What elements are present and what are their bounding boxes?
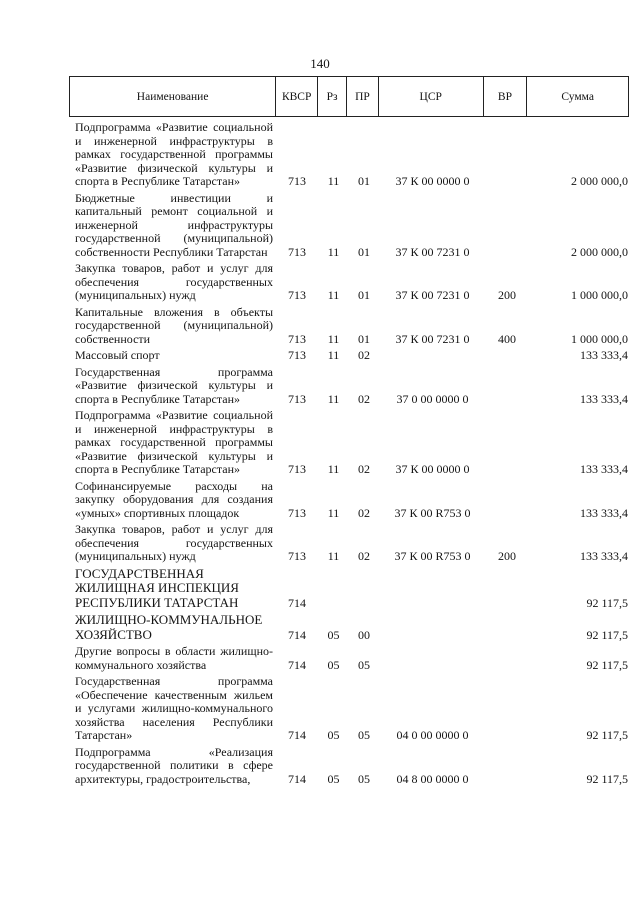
table-row (0, 675, 640, 743)
row-kvsr: 713 (288, 348, 306, 362)
row-pr: 01 (358, 288, 370, 302)
table-row (0, 567, 640, 611)
row-rz: 11 (327, 549, 340, 563)
row-pr: 01 (358, 244, 370, 259)
row-name: ГОСУДАРСТВЕННАЯ ЖИЛИЩНАЯ ИНСПЕКЦИЯ РЕСПУБЛИКИ ТАТАРСТАН (75, 565, 239, 610)
row-name: Капитальные вложения в объекты государственной (муниципальной) собственности (75, 304, 273, 346)
table-row (0, 523, 640, 564)
table-row (0, 121, 640, 189)
table-row (0, 746, 640, 787)
row-csr: 37 К 00 R753 0 (394, 549, 471, 563)
row-kvsr: 714 (288, 627, 306, 642)
row-rz: 11 (327, 331, 340, 346)
row-pr: 02 (358, 348, 370, 362)
row-name: Государственная программа «Обеспечение качественным жильем и услугами жилищно-коммунального хозяйства населения Республики Татарстан» (75, 674, 273, 742)
row-sum: 2 000 000,0 (571, 174, 628, 188)
row-kvsr: 714 (288, 728, 306, 742)
row-kvsr: 713 (288, 391, 306, 406)
row-rz: 05 (327, 728, 340, 742)
row-vr: 200 (498, 549, 516, 563)
row-pr: 02 (358, 549, 370, 563)
header-pr: ПР (347, 77, 379, 116)
row-rz: 11 (327, 462, 340, 476)
table-row (0, 480, 640, 521)
row-csr: 37 К 00 7231 0 (395, 331, 470, 346)
header-csr: ЦСР (379, 77, 484, 116)
table-row (0, 349, 640, 363)
row-kvsr: 714 (288, 595, 306, 610)
row-sum: 1 000 000,0 (571, 288, 628, 302)
row-sum: 1 000 000,0 (571, 331, 628, 346)
header-sum: Сумма (561, 90, 594, 103)
page-number: 140 (310, 56, 330, 71)
row-rz: 11 (327, 391, 340, 406)
row-pr: 02 (358, 391, 370, 406)
table-row (0, 409, 640, 477)
table-body (0, 121, 640, 789)
row-csr: 04 8 00 0000 0 (396, 771, 469, 786)
row-sum: 133 333,4 (580, 391, 628, 406)
row-name: Закупка товаров, работ и услуг для обеспечения государственных (муниципальных) нужд (75, 522, 273, 563)
table-row (0, 645, 640, 672)
row-name: ЖИЛИЩНО-КОММУНАЛЬНОЕ ХОЗЯЙСТВО (75, 612, 263, 642)
header-kvsr: КВСР (276, 77, 318, 116)
row-sum: 2 000 000,0 (571, 244, 628, 259)
row-pr: 01 (358, 174, 370, 188)
row-pr: 05 (358, 728, 370, 742)
row-csr: 37 К 00 7231 0 (395, 244, 470, 259)
row-name: Подпрограмма «Развитие социальной и инженерной инфраструктуры в рамках государственной программы «Развитие физической культуры и спорта в Республике Татарстан» (75, 120, 273, 188)
row-kvsr: 713 (288, 331, 306, 346)
row-pr: 02 (358, 505, 370, 520)
row-rz: 11 (327, 244, 340, 259)
row-rz: 05 (327, 657, 340, 672)
header-vr: ВР (484, 77, 528, 116)
table-row (0, 306, 640, 347)
row-name: Массовый спорт (75, 348, 160, 362)
row-kvsr: 713 (288, 462, 306, 476)
row-csr: 37 К 00 0000 0 (395, 462, 470, 476)
table-row (0, 192, 640, 260)
row-vr: 200 (498, 288, 516, 302)
row-csr: 37 К 00 0000 0 (395, 174, 470, 188)
row-sum: 92 117,5 (586, 771, 628, 786)
row-kvsr: 713 (288, 244, 306, 259)
row-name: Подпрограмма «Реализация государственной политики в сфере архитектуры, градостроительства, (75, 744, 273, 786)
row-name: Софинансируемые расходы на закупку оборудования для создания «умных» спортивных площадок (75, 478, 273, 520)
row-pr: 05 (358, 771, 370, 786)
row-kvsr: 713 (288, 174, 306, 188)
row-kvsr: 713 (288, 505, 306, 520)
row-csr: 37 К 00 R753 0 (394, 505, 471, 520)
row-rz: 11 (327, 348, 340, 362)
row-pr: 01 (358, 331, 370, 346)
row-sum: 133 333,4 (580, 549, 628, 563)
row-kvsr: 713 (288, 288, 306, 302)
row-name: Подпрограмма «Развитие социальной и инженерной инфраструктуры в рамках государственной программы «Развитие физической культуры и спорта в Республике Татарстан» (75, 408, 273, 476)
row-sum: 92 117,5 (586, 657, 628, 672)
table-header (69, 76, 629, 117)
row-name: Закупка товаров, работ и услуг для обеспечения государственных (муниципальных) нужд (75, 261, 273, 302)
row-sum: 92 117,5 (586, 595, 628, 610)
row-vr: 400 (498, 331, 516, 346)
row-rz: 05 (327, 771, 340, 786)
row-kvsr: 714 (288, 657, 306, 672)
table-row (0, 262, 640, 303)
row-pr: 02 (358, 462, 370, 476)
row-name: Государственная программа «Развитие физической культуры и спорта в Республике Татарстан» (75, 364, 273, 406)
row-sum: 133 333,4 (580, 505, 628, 520)
table-row (0, 613, 640, 642)
row-sum: 92 117,5 (586, 728, 628, 742)
row-sum: 133 333,4 (580, 462, 628, 476)
row-rz: 11 (327, 288, 340, 302)
row-kvsr: 714 (288, 771, 306, 786)
row-kvsr: 713 (288, 549, 306, 563)
row-name: Бюджетные инвестиции и капитальный ремонт социальной и инженерной инфраструктуры государственной (муниципальной) собственности Республики Татарстан (75, 190, 273, 259)
row-sum: 92 117,5 (586, 627, 628, 642)
row-rz: 05 (327, 627, 340, 642)
row-csr: 37 0 00 0000 0 (396, 391, 469, 406)
header-name: Наименование (70, 77, 276, 116)
row-rz: 11 (327, 505, 340, 520)
header-rz: Рз (318, 77, 347, 116)
row-pr: 00 (358, 627, 370, 642)
row-csr: 04 0 00 0000 0 (396, 728, 469, 742)
row-pr: 05 (358, 657, 370, 672)
table-row (0, 366, 640, 407)
row-rz: 11 (327, 174, 340, 188)
row-sum: 133 333,4 (580, 348, 628, 362)
row-name: Другие вопросы в области жилищно-коммунального хозяйства (75, 644, 273, 672)
row-csr: 37 К 00 7231 0 (395, 288, 470, 302)
